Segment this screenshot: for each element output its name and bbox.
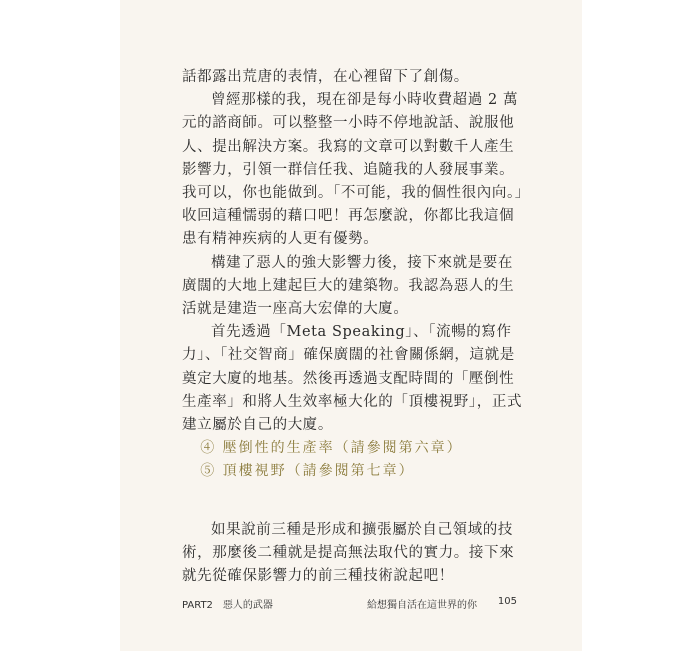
list-item: ④ 壓倒性的生產率（請參閱第六章） [200,440,463,457]
list-item: ⑤ 頂樓視野（請參閱第七章） [200,463,415,480]
paragraph-4: 首先透過「Meta Speaking」、「流暢的寫作力」、「社交智商」確保廣闊的社會關係網，這就是奠定大廈的地基。然後再透過支配時間的「壓倒性生產率」和將人生效率極大化的「頂樓視野」，正式建立屬於自己的大廈。 [182,324,523,434]
paragraph-2: 曾經那樣的我，現在卻是每小時收費超過 2 萬元的諮商師。可以整整一小時不停地說話、說服他人、提出解決方案。我寫的文章可以對數千人產生影響力，引領一群信任我、追隨我的人發展事業。我可以，你也能做到。「不可能，我的個性很內向。」收回這種懦弱的藉口吧！再怎麼說，你都比我這個患有精神疾病的人更有優勢。 [182,92,523,248]
chapter-reference-list [182,437,527,483]
closing-paragraph: 如果說前三種是形成和擴張屬於自己領域的技術，那麼後二種就是提高無法取代的實力。接下來就先從確保影響力的前三種技術說起吧！ [182,521,515,585]
footer-book-title: 給想獨自活在這世界的你 [367,600,477,611]
page-number: 105 [497,596,517,607]
body-text [182,66,527,588]
paragraph-1: 話都露出荒唐的表情，在心裡留下了創傷。 [182,69,469,85]
paragraph-3: 構建了惡人的強大影響力後，接下來就是要在廣闊的大地上建起巨大的建築物。我認為惡人的生活就是建造一座高大宏偉的大廈。 [182,254,515,318]
footer-part-label: PART2 惡人的武器 [182,600,273,611]
